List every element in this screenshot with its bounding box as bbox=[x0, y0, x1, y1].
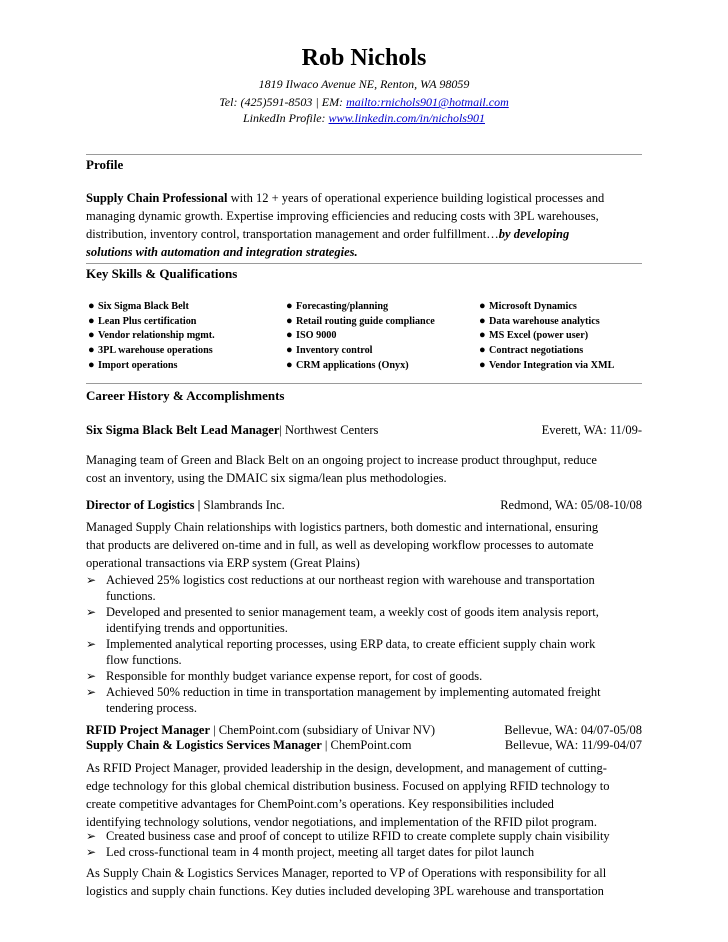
skill-item bbox=[286, 299, 435, 314]
email-link[interactable]: mailto:rnichols901@hotmail.com bbox=[346, 95, 509, 109]
company: Slambrands Inc. bbox=[200, 498, 285, 512]
skill-item bbox=[479, 328, 614, 343]
skill-label: Import operations bbox=[98, 359, 178, 371]
profile-line bbox=[86, 225, 646, 243]
job-header bbox=[86, 496, 642, 514]
profile-text: with 12 + years of operational experience building logistical processes and bbox=[227, 191, 605, 205]
skill-item bbox=[286, 328, 435, 343]
profile-emphasis: by developing bbox=[498, 227, 570, 241]
job-title-line bbox=[86, 423, 378, 437]
job-header bbox=[86, 736, 642, 754]
job-title: RFID Project Manager bbox=[86, 723, 211, 737]
arrow-bullet-icon: ➢ bbox=[86, 637, 97, 651]
bullet-icon: ● bbox=[479, 300, 486, 312]
bullet-icon: ● bbox=[286, 329, 293, 342]
achievement-text: Led cross-functional team in 4 month project, meeting all target dates for pilot launch bbox=[106, 845, 535, 859]
desc-line: Managed Supply Chain relationships with logistics partners, both domestic and international, ensuring bbox=[86, 520, 599, 534]
skill-label: Contract negotiations bbox=[489, 345, 584, 357]
bullet-icon: ● bbox=[88, 314, 95, 327]
skills-heading: Key Skills & Qualifications bbox=[86, 266, 238, 281]
profile-heading: Profile bbox=[86, 157, 124, 172]
skills-column-1 bbox=[88, 299, 215, 372]
arrow-bullet-icon: ➢ bbox=[86, 685, 97, 699]
achievement-item bbox=[86, 604, 646, 636]
job-location: Everett, WA: 11/09- bbox=[541, 423, 642, 437]
bullet-icon: ● bbox=[286, 300, 293, 312]
profile-line bbox=[86, 243, 646, 261]
arrow-bullet-icon: ➢ bbox=[86, 573, 97, 587]
desc-line: As Supply Chain & Logistics Services Manager, reported to VP of Operations with responsibility for all bbox=[86, 866, 607, 880]
achievement-text: Achieved 50% reduction in time in transportation management by implementing automated freight bbox=[106, 685, 601, 699]
arrow-bullet-icon: ➢ bbox=[86, 829, 97, 843]
profile-text: distribution, inventory control, transportation management and order fulfillment… bbox=[86, 227, 499, 241]
bullet-icon: ● bbox=[479, 358, 486, 371]
profile-emphasis: solutions with automation and integration strategies. bbox=[86, 245, 358, 259]
achievement-item bbox=[86, 572, 646, 604]
skill-label: Vendor relationship mgmt. bbox=[98, 330, 215, 342]
job-title-line bbox=[86, 738, 411, 752]
bullet-icon: ● bbox=[88, 344, 95, 357]
desc-line: cost an inventory, using the DMAIC six sigma/lean plus methodologies. bbox=[86, 471, 447, 485]
skill-item bbox=[479, 358, 614, 373]
skill-label: MS Excel (power user) bbox=[489, 330, 589, 342]
desc-line: that products are delivered on-time and in full, as well as developing workflow processes to automate bbox=[86, 538, 594, 552]
achievement-list bbox=[86, 828, 646, 860]
desc-line: create competitive advantages for ChemPoint.com’s operations. Key responsibilities included bbox=[86, 797, 554, 811]
divider bbox=[86, 263, 642, 264]
bullet-icon: ● bbox=[88, 300, 95, 312]
contact-line bbox=[0, 94, 728, 110]
desc-line: identifying technology solutions, vendor negotiations, and implementation of the RFID pilot program. bbox=[86, 815, 598, 829]
profile-line bbox=[86, 189, 646, 207]
job-title-line bbox=[86, 498, 285, 512]
linkedin-link[interactable]: www.linkedin.com/in/nichols901 bbox=[328, 111, 485, 125]
bullet-icon: ● bbox=[286, 314, 293, 327]
bullet-icon: ● bbox=[479, 344, 486, 357]
bullet-icon: ● bbox=[479, 329, 486, 342]
divider bbox=[86, 383, 642, 384]
skill-label: Six Sigma Black Belt bbox=[98, 301, 189, 312]
skill-label: Microsoft Dynamics bbox=[489, 301, 577, 312]
skill-item bbox=[286, 358, 435, 373]
skill-item bbox=[479, 314, 614, 329]
bullet-icon: ● bbox=[88, 358, 95, 371]
job-header bbox=[86, 421, 642, 439]
arrow-bullet-icon: ➢ bbox=[86, 669, 97, 683]
skill-label: Vendor Integration via XML bbox=[489, 359, 615, 371]
career-heading: Career History & Accomplishments bbox=[86, 388, 285, 403]
achievement-text: Developed and presented to senior management team, a weekly cost of goods item analysis report, bbox=[106, 605, 599, 619]
skill-item bbox=[286, 343, 435, 358]
achievement-item bbox=[86, 636, 646, 668]
candidate-name: Rob Nichols bbox=[301, 45, 427, 71]
achievement-text: Created business case and proof of concept to utilize RFID to create complete supply chain visibility bbox=[106, 829, 610, 843]
job-title: Six Sigma Black Belt Lead Manager bbox=[86, 423, 280, 437]
job-title: Supply Chain & Logistics Services Manager bbox=[86, 738, 322, 752]
job-location: Bellevue, WA: 11/99-04/07 bbox=[504, 738, 642, 752]
skills-column-3 bbox=[479, 299, 614, 372]
company: | ChemPoint.com bbox=[321, 738, 412, 752]
achievement-list bbox=[86, 572, 646, 716]
skill-label: Lean Plus certification bbox=[98, 315, 197, 327]
bullet-icon: ● bbox=[286, 344, 293, 357]
skill-item bbox=[88, 343, 215, 358]
achievement-item bbox=[86, 828, 646, 844]
job-description bbox=[86, 451, 646, 487]
bullet-icon: ● bbox=[286, 358, 293, 371]
achievement-text: identifying trends and opportunities. bbox=[106, 621, 288, 635]
profile-summary bbox=[86, 189, 646, 261]
desc-line: As RFID Project Manager, provided leadership in the design, development, and management of cutting- bbox=[86, 761, 607, 775]
tel-label: Tel: (425)591-8503 | EM: bbox=[219, 95, 347, 109]
achievement-text: Implemented analytical reporting processes, using ERP data, to create efficient supply chain work bbox=[106, 637, 596, 651]
skill-item bbox=[479, 343, 614, 358]
job-description bbox=[86, 518, 646, 572]
achievement-text: Achieved 25% logistics cost reductions at our northeast region with warehouse and transportation bbox=[106, 573, 595, 587]
divider bbox=[86, 154, 642, 155]
bullet-icon: ● bbox=[479, 314, 486, 327]
skill-label: Data warehouse analytics bbox=[489, 315, 600, 327]
achievement-text: Responsible for monthly budget variance expense report, for cost of goods. bbox=[106, 669, 483, 683]
desc-line: Managing team of Green and Black Belt on an ongoing project to increase product throughput, reduce bbox=[86, 453, 597, 467]
profile-title: Supply Chain Professional bbox=[86, 191, 228, 205]
job-description bbox=[86, 759, 646, 831]
achievement-text: flow functions. bbox=[106, 653, 182, 667]
job-title: Director of Logistics | bbox=[86, 498, 201, 512]
skill-label: Forecasting/planning bbox=[296, 301, 389, 312]
desc-line: operational transactions via ERP system (Great Plains) bbox=[86, 556, 360, 570]
skill-label: Inventory control bbox=[296, 345, 373, 357]
skill-label: ISO 9000 bbox=[296, 330, 337, 342]
linkedin-label: LinkedIn Profile: bbox=[243, 111, 329, 125]
skill-item bbox=[88, 299, 215, 314]
company: | ChemPoint.com (subsidiary of Univar NV) bbox=[210, 723, 436, 737]
job-title-line bbox=[86, 723, 435, 737]
skills-column-2 bbox=[286, 299, 435, 372]
achievement-item bbox=[86, 684, 646, 716]
desc-line: edge technology for this global chemical distribution business. Focused on applying RFID technology to bbox=[86, 779, 610, 793]
skill-label: Retail routing guide compliance bbox=[296, 315, 435, 327]
bullet-icon: ● bbox=[88, 329, 95, 342]
skill-item bbox=[88, 328, 215, 343]
job-location: Bellevue, WA: 04/07-05/08 bbox=[504, 723, 642, 737]
job-location: Redmond, WA: 05/08-10/08 bbox=[500, 498, 642, 512]
profile-line: managing dynamic growth. Expertise improving efficiencies and reducing costs with 3PL warehouses, bbox=[86, 209, 599, 223]
company: | Northwest Centers bbox=[279, 423, 379, 437]
skill-item bbox=[88, 358, 215, 373]
skill-label: CRM applications (Onyx) bbox=[296, 359, 409, 371]
job-description bbox=[86, 864, 646, 900]
skill-label: 3PL warehouse operations bbox=[98, 345, 213, 357]
achievement-text: functions. bbox=[106, 589, 156, 603]
achievement-item bbox=[86, 844, 646, 860]
arrow-bullet-icon: ➢ bbox=[86, 845, 97, 859]
skill-item bbox=[479, 299, 614, 314]
skill-item bbox=[88, 314, 215, 329]
skill-item bbox=[286, 314, 435, 329]
linkedin-line bbox=[0, 110, 728, 126]
achievement-item bbox=[86, 668, 646, 684]
desc-line: logistics and supply chain functions. Key duties included developing 3PL warehouse and transportation bbox=[86, 884, 604, 898]
achievement-text: tendering process. bbox=[106, 701, 197, 715]
arrow-bullet-icon: ➢ bbox=[86, 605, 97, 619]
address-line: 1819 Ilwaco Avenue NE, Renton, WA 98059 bbox=[258, 77, 470, 91]
